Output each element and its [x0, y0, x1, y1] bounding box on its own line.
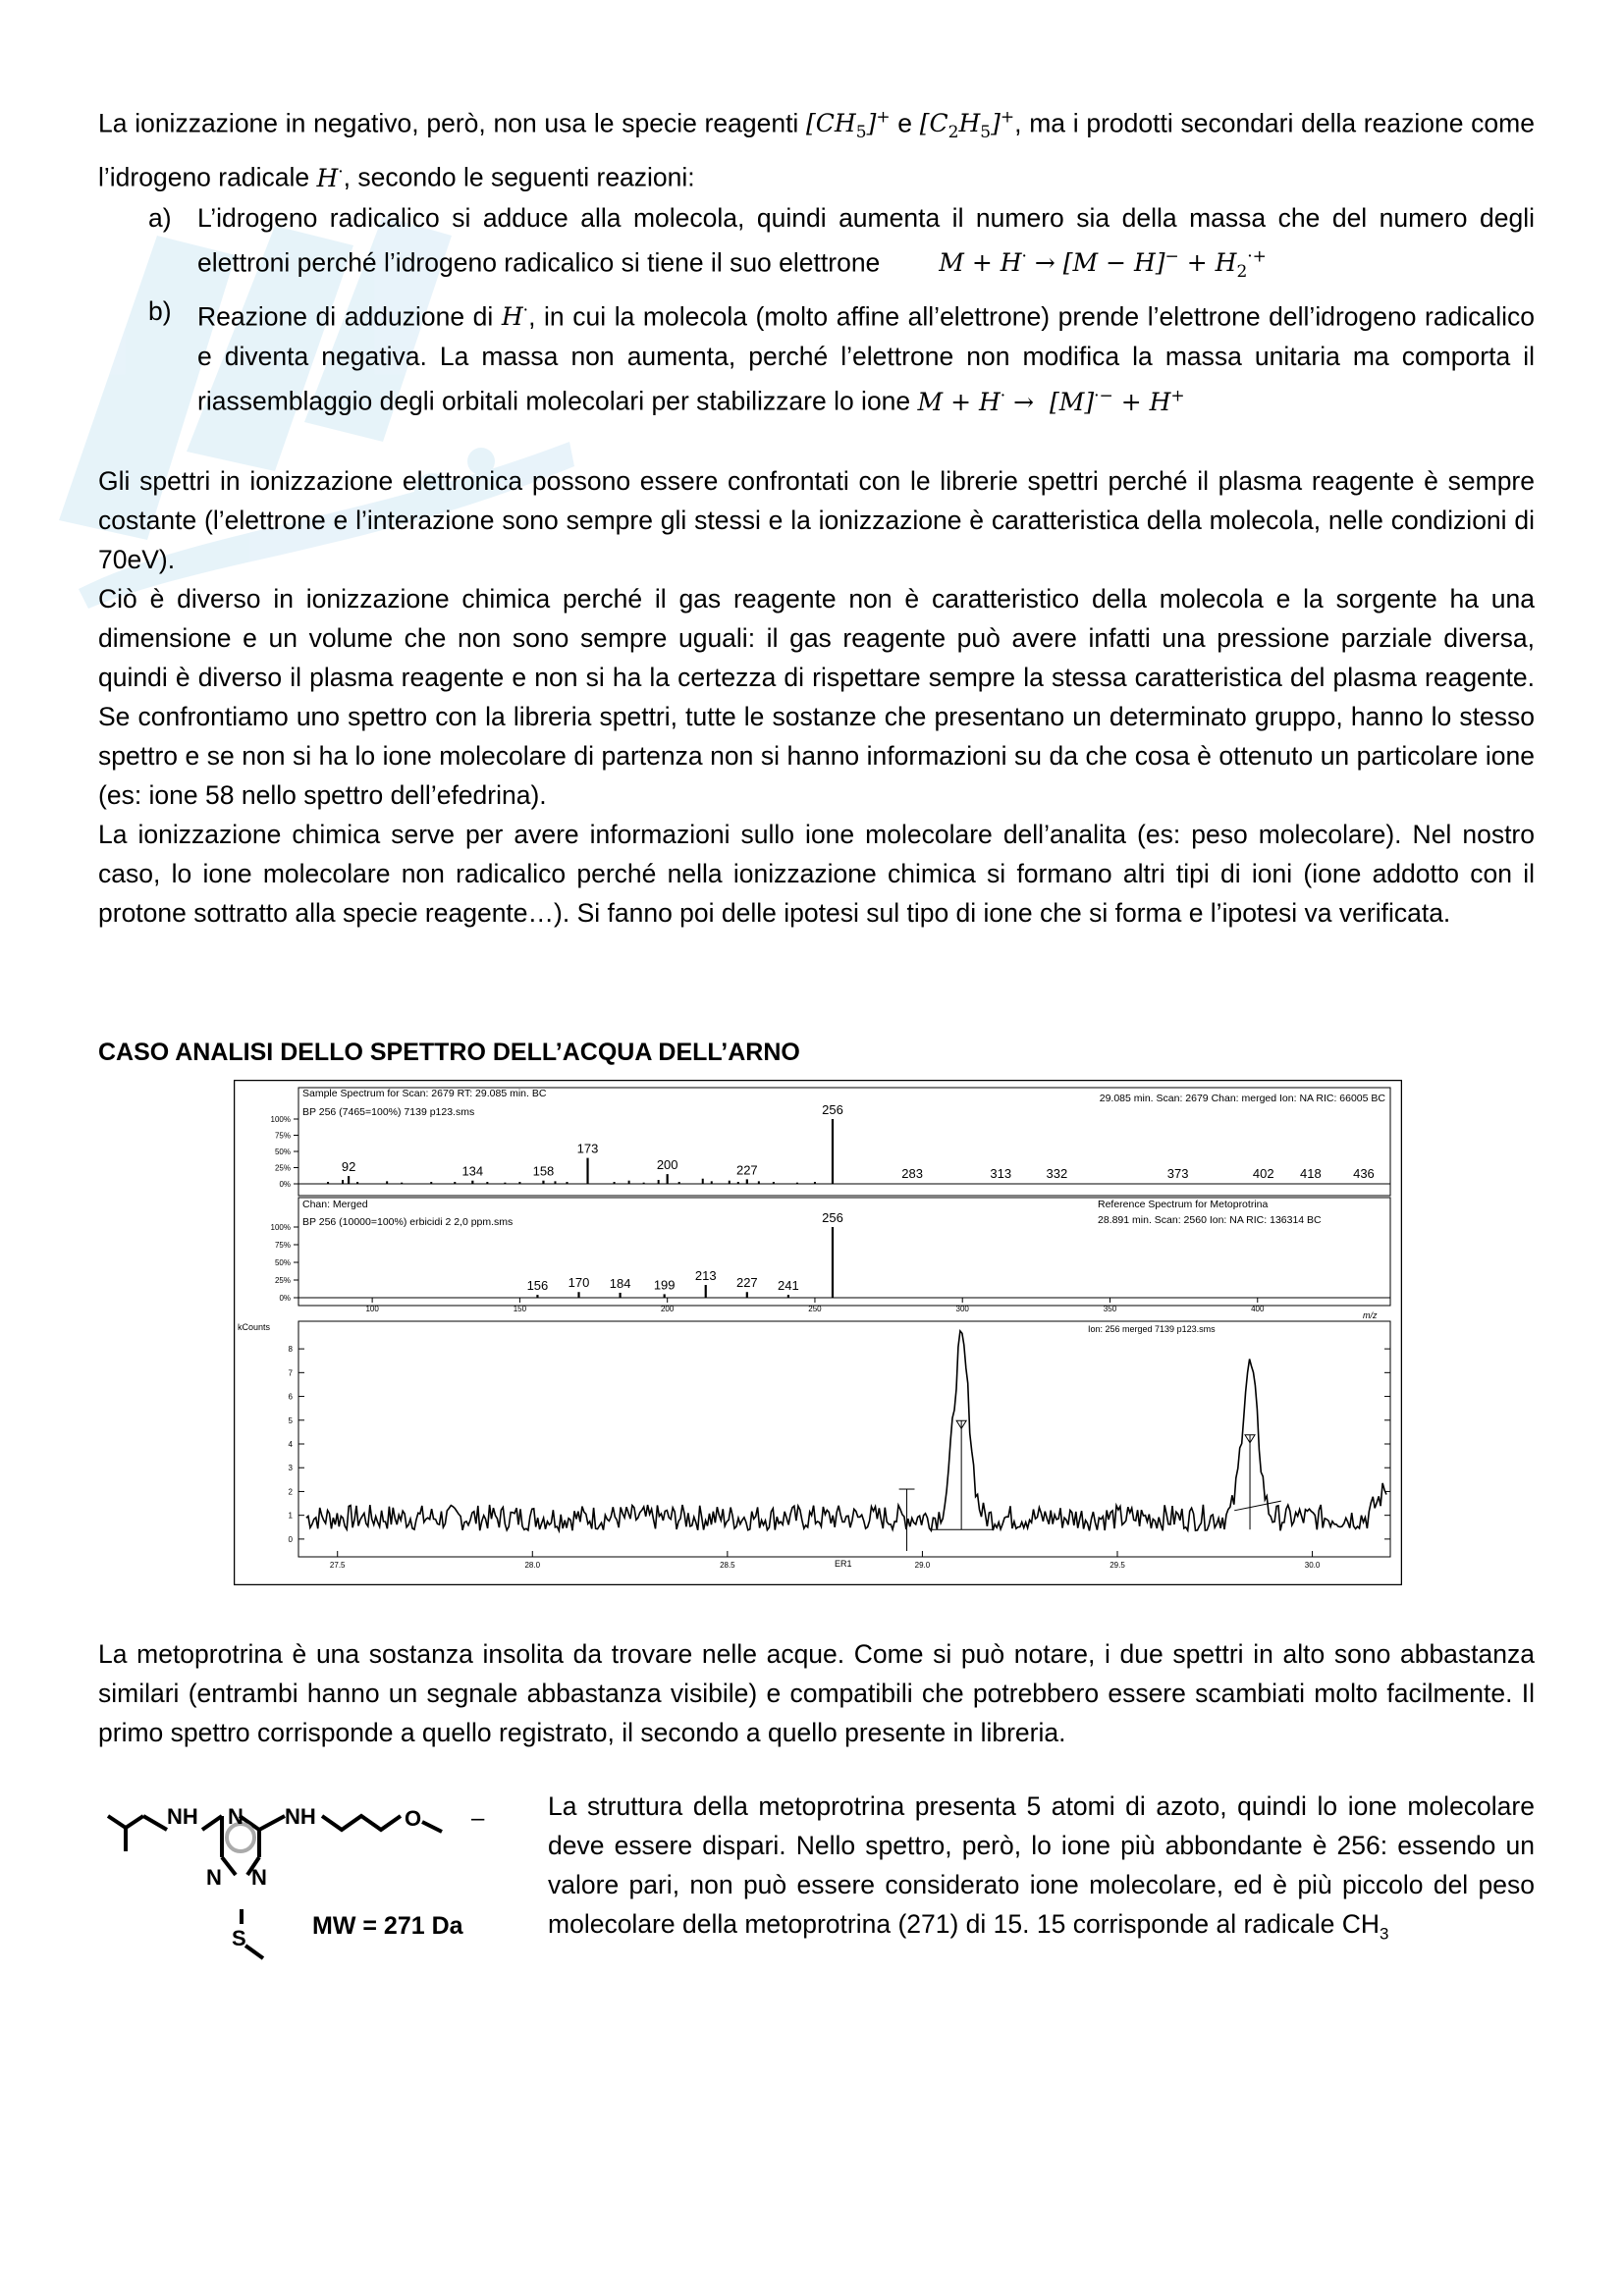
structure-n-left: N	[206, 1865, 222, 1890]
chromatogram-ytick-label: 3	[288, 1464, 293, 1473]
chromatogram-ytick-label: 1	[288, 1511, 293, 1521]
chromatogram-ytick-label: 0	[288, 1534, 293, 1544]
sample-spectrum-peak-label: 283	[901, 1166, 923, 1181]
chromatogram-marker-label: ER1	[835, 1559, 852, 1569]
reference-spectrum-peak-label: 170	[568, 1275, 590, 1291]
reference-spectrum-peak-label: 241	[778, 1278, 799, 1294]
sample-spectrum-peak-label: 158	[532, 1163, 555, 1179]
sample-spectrum-bp: BP 256 (7465=100%) 7139 p123.sms	[302, 1106, 475, 1118]
reaction-equation-a: $M + H^\cdot \to [M - H]^- + H_2^{\cdot+}$	[939, 246, 1267, 282]
mz-axis-label: m/z	[1363, 1310, 1378, 1320]
chromatogram-xtick-label: 30.0	[1304, 1561, 1321, 1570]
figure-frame	[235, 1081, 1402, 1585]
reference-spectrum-ytick-label: 50%	[274, 1258, 291, 1267]
sample-spectrum-peak-label: 373	[1166, 1166, 1189, 1181]
reference-spectrum-ytick-label: 75%	[274, 1241, 291, 1250]
reference-spectrum-xtick-label: 300	[955, 1305, 969, 1313]
reference-spectrum-xtick-label: 400	[1251, 1305, 1265, 1313]
structure-nh-left: NH	[167, 1804, 198, 1829]
reference-spectrum-xtick-label: 150	[513, 1305, 527, 1313]
chromatogram-ytick-label: 6	[288, 1392, 293, 1402]
structure-nh-right: NH	[285, 1804, 316, 1829]
reference-spectrum-peak-label: 227	[735, 1275, 758, 1291]
sample-spectrum-info: 29.085 min. Scan: 2679 Chan: merged Ion: NA RIC: 66005 BC	[1099, 1093, 1385, 1104]
chromatogram-xtick-label: 28.0	[524, 1561, 541, 1570]
chromatogram-xtick-label: 28.5	[720, 1561, 735, 1570]
formula-h-radical-b: H·	[501, 300, 529, 332]
chromatogram-ytick-label: 4	[288, 1440, 293, 1449]
paragraph-structure: La struttura della metoprotrina presenta 5 atomi di azoto, quindi lo ione molecolare deve essere dispari. Nello spettro, però, lo ione più abbondante è 256: essendo un valore pari, non può essere considerato ione molecolare, ed è più piccolo del peso molecolare della metoprotrina (271) di 15. 15 corrisponde al radicale $CH_3$	[548, 1791, 1535, 1944]
section-heading: CASO ANALISI DELLO SPETTRO DELL’ACQUA DELL’ARNO	[98, 1039, 800, 1066]
sample-spectrum-peak-label: 92	[341, 1159, 356, 1175]
reaction-equation-b: M + H· → [M]·− + H+	[917, 386, 1185, 416]
sample-spectrum-ytick-label: 0%	[279, 1180, 291, 1189]
sample-spectrum-ytick-label: 75%	[274, 1131, 291, 1141]
spectrum-figure	[234, 1080, 1402, 1585]
molecular-weight-label: MW = 271 Da	[312, 1912, 463, 1940]
reaction-list	[98, 198, 1535, 422]
chromatogram-ytick-label: 2	[288, 1487, 293, 1497]
sample-spectrum-ytick-label: 25%	[274, 1163, 291, 1173]
structure-dash: –	[471, 1805, 485, 1832]
chromatogram-ylabel: kCounts	[238, 1322, 271, 1332]
sample-spectrum-peak-label: 436	[1353, 1166, 1375, 1181]
chromatogram-ion-label: Ion: 256 merged 7139 p123.sms	[1088, 1324, 1216, 1334]
formula-ch5: $[CH_5]^+$	[806, 108, 891, 143]
reference-spectrum-title: Reference Spectrum for Metoprotrina	[1098, 1199, 1269, 1210]
chromatogram-xtick-label: 29.0	[914, 1561, 931, 1570]
reaction-item-a: a) L’idrogeno radicalico si adduce alla molecola, quindi aumenta il numero sia della massa che del numero degli elettroni perché l’idrogeno radicalico si tiene il suo elettrone $M + H^\cdot \to [M - H]^- + H_2^{\cdot+}$	[148, 202, 1535, 282]
paragraph-chemical-ionization: Ciò è diverso in ionizzazione chimica perché il gas reagente non è caratteristico della molecola e la sorgente ha una dimensione e un volume che non sono sempre uguali: il gas reagente può avere infatti una pressione parziale diversa, quindi è diverso il plasma reagente e non si ha la certezza di rispettare sempre la stessa caratteristica del plasma reagente. Se confrontiamo uno spettro con la libreria spettri, tutte le sostanze che presentano un determinato gruppo, hanno lo stesso spettro e se non si ha lo ione molecolare di partenza non si hanno informazioni su da che cosa è ottenuto un particolare ione (es: ione 58 nello spettro dell’efedrina).	[98, 583, 1535, 810]
intro-paragraph: La ionizzazione in negativo, però, non usa le specie reagenti $[CH_5]^+$ e $[C_2H_5]^+$, ma i prodotti secondari della reazione come l’idrogeno radicale H·, secondo le seguenti reazioni:	[98, 108, 1535, 192]
structure-sulfur: S	[232, 1926, 246, 1950]
reference-spectrum-ytick-label: 25%	[274, 1276, 291, 1285]
reference-spectrum-bp: BP 256 (10000=100%) erbicidi 2 2,0 ppm.sms	[302, 1216, 514, 1228]
structure-n-top: N	[228, 1804, 244, 1829]
chromatogram-ytick-label: 7	[288, 1368, 293, 1378]
sample-spectrum-peak-label: 200	[656, 1157, 678, 1173]
sample-spectrum-peak-label: 256	[822, 1102, 843, 1117]
chromatogram-ytick-label: 5	[288, 1415, 293, 1425]
chromatogram-ytick-label: 8	[288, 1345, 293, 1355]
paragraph-electron-ionization: Gli spettri in ionizzazione elettronica possono essere confrontati con le librerie spettri perché il plasma reagente è sempre costante (l’elettrone e l’interazione sono sempre gli stessi e la ionizzazione è caratteristica della molecola, nelle condizioni di 70eV).	[98, 465, 1535, 574]
metoprotrine-structure	[98, 1787, 511, 1963]
sample-spectrum-peak-label: 402	[1252, 1166, 1274, 1181]
reference-spectrum-ytick-label: 0%	[279, 1294, 291, 1303]
intro-section	[98, 98, 1535, 933]
reference-spectrum-ytick-label: 100%	[270, 1223, 291, 1232]
reference-spectrum-peak-label: 156	[526, 1278, 549, 1294]
paragraph-molecular-ion: La ionizzazione chimica serve per avere informazioni sullo ione molecolare dell’analita (es: peso molecolare). Nel nostro caso, lo ione molecolare non radicalico perché nella ionizzazione chimica si formano altri tipi di ioni (ione addotto con il protone sottratto alla specie reagente…). Si fanno poi delle ipotesi sul tipo di ione che si forma e l’ipotesi va verificata.	[98, 819, 1535, 928]
sample-spectrum-ytick-label: 50%	[274, 1148, 291, 1156]
reference-spectrum-xtick-label: 250	[808, 1305, 822, 1313]
reference-spectrum-peak-label: 199	[653, 1277, 676, 1293]
reference-spectrum-xtick-label: 100	[365, 1305, 379, 1313]
reference-spectrum-xtick-label: 350	[1103, 1305, 1117, 1313]
formula-c2h5: $[C_2H_5]^+$	[919, 108, 1015, 143]
reference-spectrum-info: 28.891 min. Scan: 2560 Ion: NA RIC: 136314 BC	[1098, 1214, 1322, 1226]
reference-spectrum-peak-label: 213	[694, 1268, 717, 1284]
sample-spectrum-peak-label: 227	[735, 1162, 758, 1178]
sample-spectrum-peak-label: 173	[576, 1141, 599, 1156]
chromatogram-xtick-label: 27.5	[329, 1561, 346, 1570]
sample-spectrum-peak-label: 313	[990, 1166, 1012, 1181]
reference-spectrum-peak-label: 184	[609, 1275, 631, 1291]
paragraph-comparison: La metoprotrina è una sostanza insolita da trovare nelle acque. Come si può notare, i due spettri in alto sono abbastanza similari (entrambi hanno un segnale abbastanza visibile) e compatibili che potrebbero essere scambiati molto facilmente. Il primo spettro corrisponde a quello registrato, il secondo a quello presente in libreria.	[98, 1639, 1535, 1747]
reference-spectrum-xtick-label: 200	[660, 1305, 675, 1313]
sample-spectrum-peak-label: 134	[461, 1163, 484, 1179]
reference-spectrum-peak-label: 256	[822, 1210, 843, 1225]
structure-oxygen: O	[405, 1806, 422, 1831]
sample-spectrum-peak-label: 418	[1300, 1166, 1322, 1181]
reference-spectrum-chan: Chan: Merged	[302, 1199, 368, 1210]
sample-spectrum-title: Sample Spectrum for Scan: 2679 RT: 29.085 min. BC	[302, 1088, 547, 1099]
sample-spectrum-peak-label: 332	[1046, 1166, 1068, 1181]
sample-spectrum-ytick-label: 100%	[270, 1115, 291, 1124]
chromatogram-xtick-label: 29.5	[1110, 1561, 1125, 1570]
reaction-item-b: b) Reazione di adduzione di H·, in cui la molecola (molto affine all’elettrone) prende l’elettrone dell’idrogeno radicalico e diventa negativa. La massa non aumenta, perché l’elettrone non modifica la massa unitaria ma comporta il riassemblaggio degli orbitali molecolari per stabilizzare lo ione M + H· → [M]·− + H+	[148, 295, 1535, 416]
structure-n-right: N	[251, 1865, 267, 1890]
formula-h-radical: H·	[316, 162, 344, 192]
